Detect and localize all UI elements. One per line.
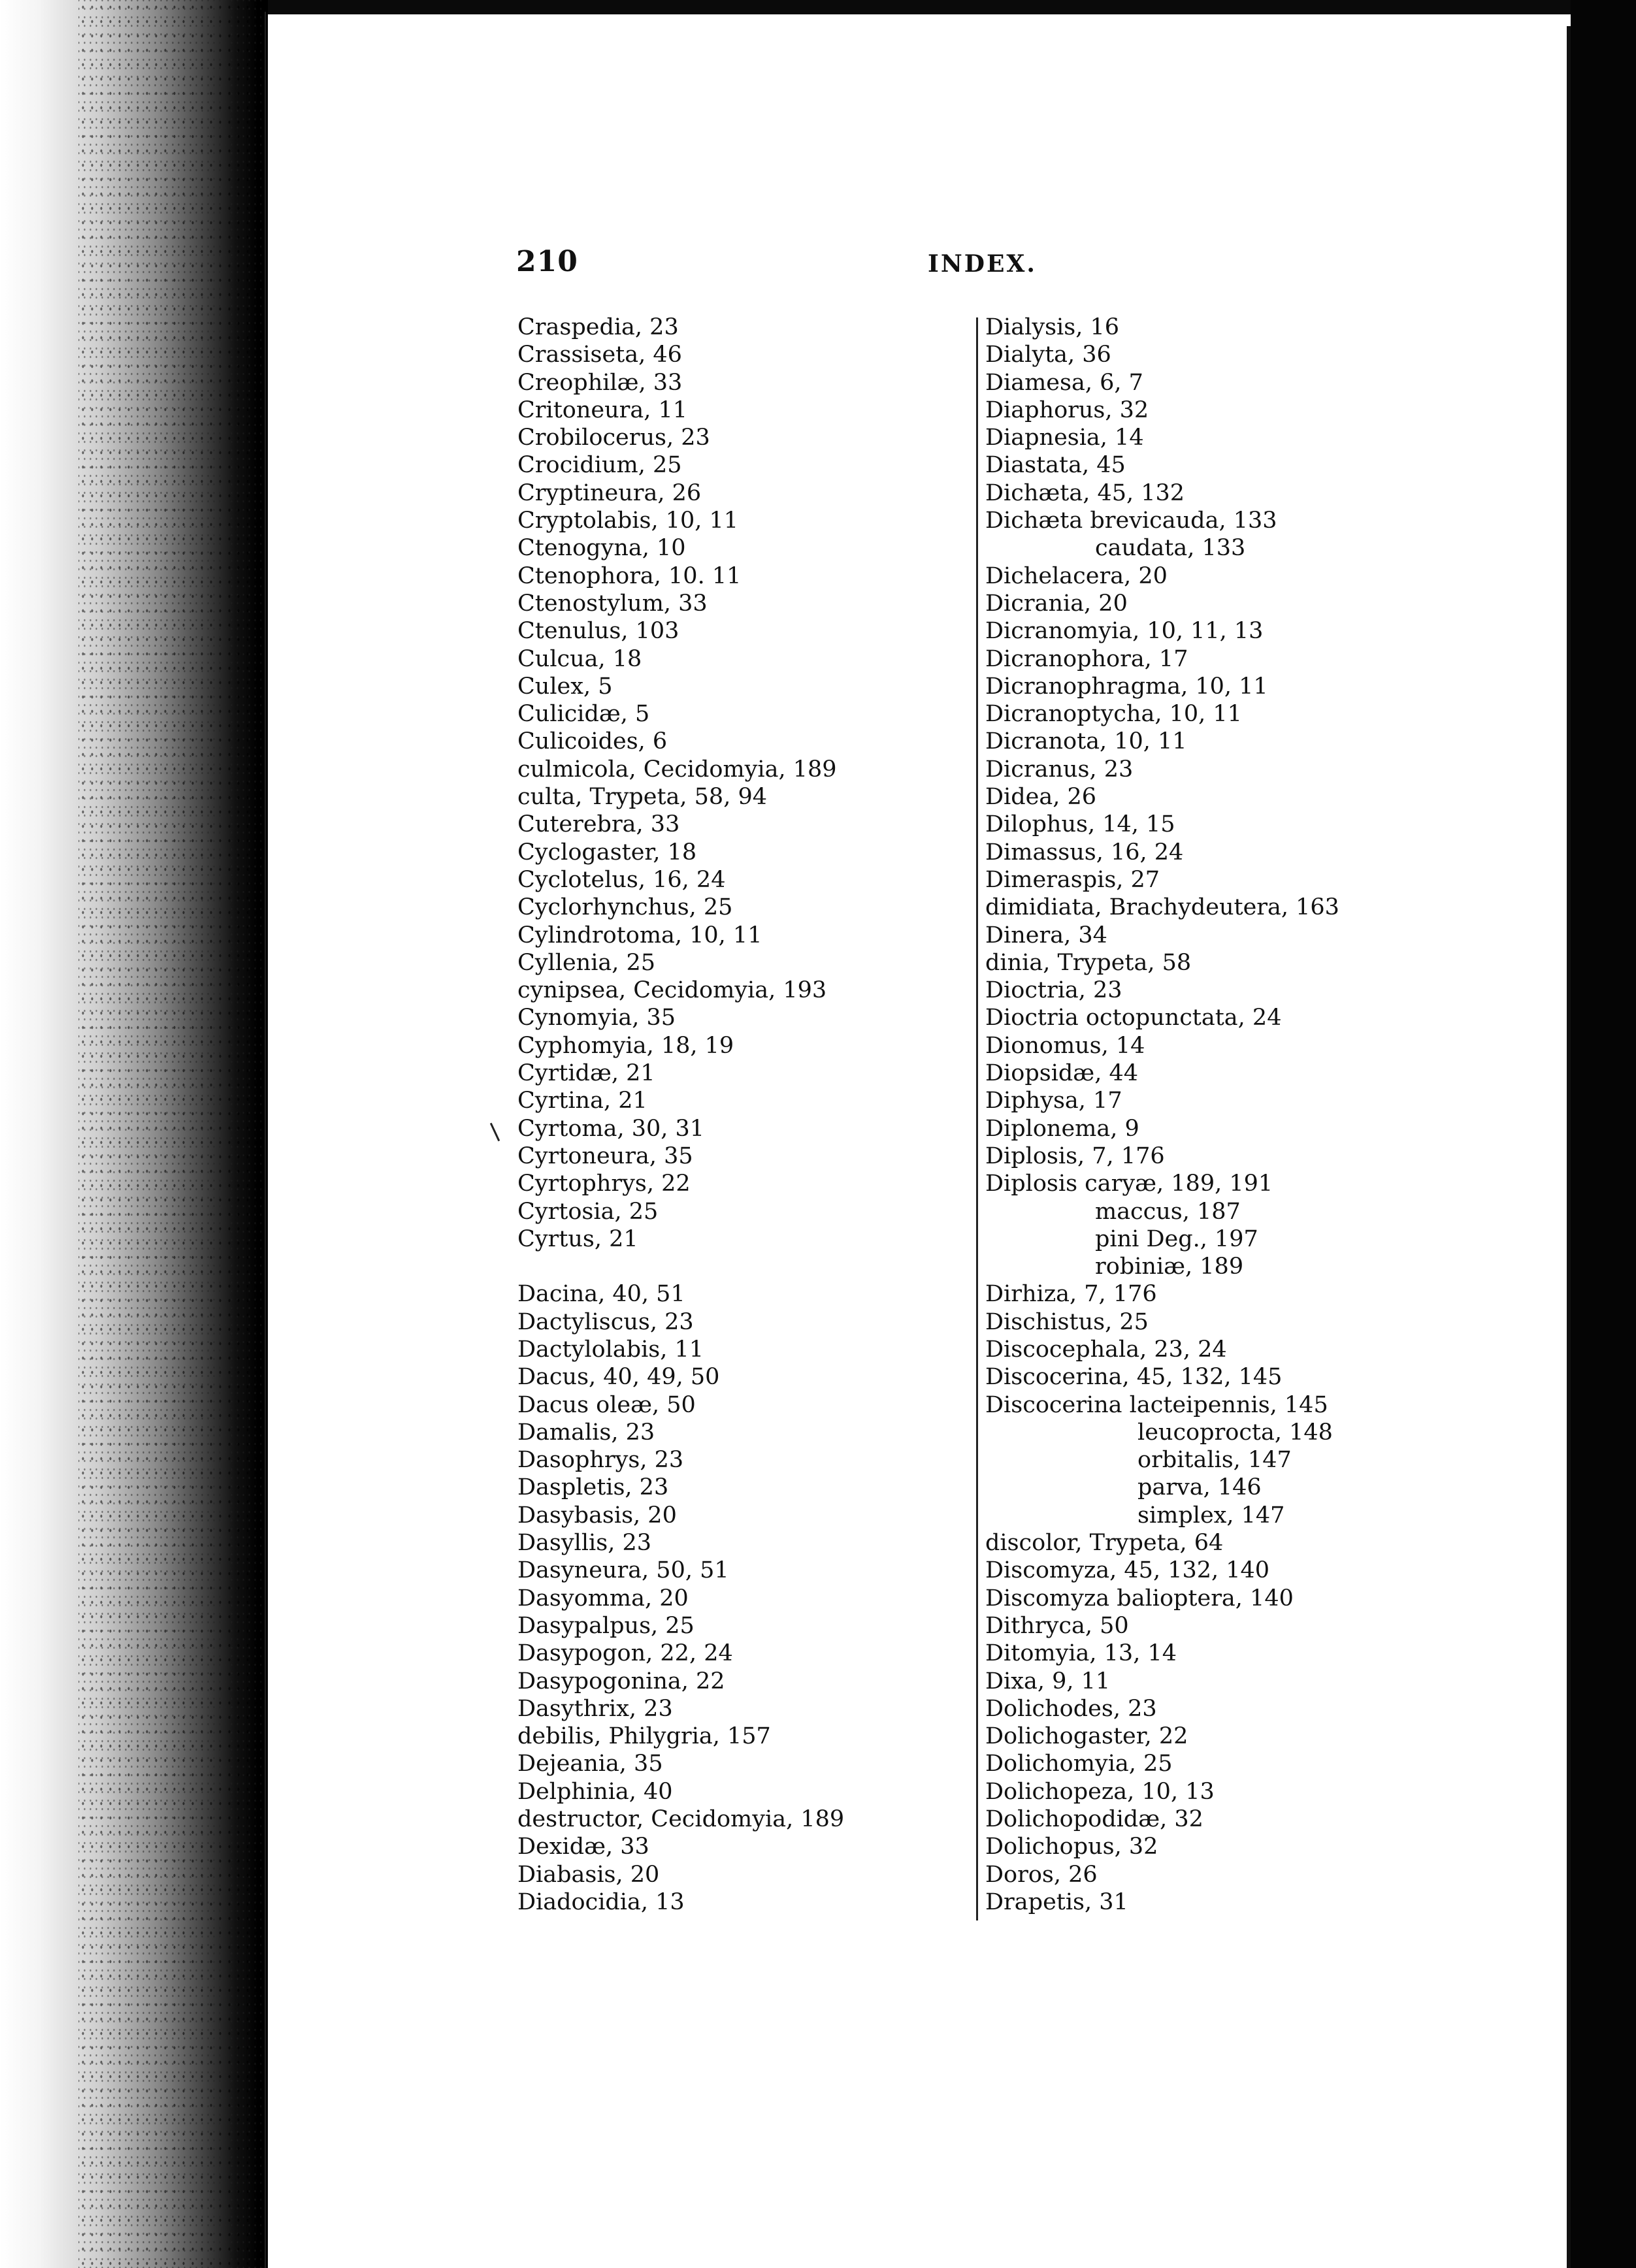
running-head: INDEX. [928, 250, 1037, 278]
index-entry: Ctenogyna, 10 [517, 535, 686, 562]
page-number: 210 [516, 245, 578, 278]
index-entry: Ditomyia, 13, 14 [985, 1640, 1177, 1667]
index-entry: Diphysa, 17 [985, 1088, 1122, 1114]
index-entry: Dolichogaster, 22 [985, 1723, 1188, 1750]
index-entry: Dacus, 40, 49, 50 [517, 1364, 720, 1391]
index-entry: Discocerina, 45, 132, 145 [985, 1364, 1283, 1391]
index-entry: Cynomyia, 35 [517, 1005, 676, 1031]
index-entry: Dasypogonina, 22 [517, 1668, 725, 1694]
index-entry: Cyrtina, 21 [517, 1088, 647, 1114]
spine-speckle-texture [78, 0, 261, 2268]
index-subentry: parva, 146 [1137, 1474, 1262, 1501]
index-entry: Cyclorhynchus, 25 [517, 894, 733, 921]
index-entry: Dicranomyia, 10, 11, 13 [985, 618, 1264, 645]
index-entry: Dialyta, 36 [985, 342, 1111, 368]
index-entry: Dasyomma, 20 [517, 1585, 689, 1612]
index-entry: Dasophrys, 23 [517, 1447, 684, 1474]
index-entry: Critoneura, 11 [517, 397, 688, 423]
index-entry: Dasybasis, 20 [517, 1502, 677, 1529]
index-column-left [517, 314, 844, 1916]
index-entry: Cyrtosia, 25 [517, 1198, 659, 1225]
index-entry: Culicidæ, 5 [517, 701, 650, 728]
page-left-edge [265, 12, 266, 2268]
index-entry: Dixa, 9, 11 [985, 1668, 1111, 1694]
index-entry: Cryptineura, 26 [517, 479, 702, 506]
index-entry: discolor, Trypeta, 64 [985, 1530, 1224, 1557]
index-entry: Culcua, 18 [517, 645, 642, 672]
index-subentry: leucoprocta, 148 [1137, 1419, 1333, 1446]
index-entry: Culex, 5 [517, 673, 613, 700]
index-entry: Dichæta brevicauda, 133 [985, 508, 1277, 534]
index-entry: Dasyllis, 23 [517, 1530, 651, 1557]
index-entry: Cyclotelus, 16, 24 [517, 866, 726, 893]
index-entry: cynipsea, Cecidomyia, 193 [517, 977, 827, 1004]
index-entry: Dolichopodidæ, 32 [985, 1806, 1203, 1833]
index-entry: Cuterebra, 33 [517, 811, 680, 838]
index-entry: Cylindrotoma, 10, 11 [517, 922, 762, 948]
index-entry: Dolichodes, 23 [985, 1695, 1157, 1722]
index-entry: Drapetis, 31 [985, 1888, 1128, 1915]
index-entry: Dicranophragma, 10, 11 [985, 673, 1268, 700]
index-entry: Craspedia, 23 [517, 314, 679, 340]
index-entry: Cyrtophrys, 22 [517, 1171, 691, 1197]
index-entry: Dexidæ, 33 [517, 1834, 649, 1860]
index-entry: Discocerina lacteipennis, 145 [985, 1391, 1328, 1418]
index-entry: Discocephala, 23, 24 [985, 1336, 1227, 1363]
index-entry: Dithryca, 50 [985, 1612, 1129, 1639]
index-entry: debilis, Philygria, 157 [517, 1723, 771, 1750]
index-entry: Cyrtoneura, 35 [517, 1142, 693, 1169]
index-entry: Dilophus, 14, 15 [985, 811, 1175, 838]
index-entry: Diamesa, 6, 7 [985, 369, 1143, 396]
index-entry: Dicranota, 10, 11 [985, 728, 1187, 755]
index-entry: Creophilæ, 33 [517, 369, 683, 396]
index-entry: Culicoides, 6 [517, 728, 668, 755]
index-entry: Dasypogon, 22, 24 [517, 1640, 733, 1667]
index-entry: culmicola, Cecidomyia, 189 [517, 756, 837, 783]
index-entry: Ctenophora, 10. 11 [517, 562, 742, 589]
index-entry: Dimassus, 16, 24 [985, 839, 1184, 866]
index-entry: Crocidium, 25 [517, 452, 682, 479]
index-entry: Cyclogaster, 18 [517, 839, 697, 866]
index-entry: Diplosis caryæ, 189, 191 [985, 1171, 1273, 1197]
index-entry: dinia, Trypeta, 58 [985, 949, 1192, 976]
index-entry: Doros, 26 [985, 1861, 1098, 1888]
index-entry: Dolichomyia, 25 [985, 1751, 1173, 1777]
index-subentry: simplex, 147 [1137, 1502, 1285, 1529]
index-gap [517, 1253, 844, 1280]
margin-mark [490, 1123, 500, 1141]
index-entry: Dicranophora, 17 [985, 645, 1188, 672]
index-entry: Dionomus, 14 [985, 1032, 1145, 1059]
index-entry: Dasyneura, 50, 51 [517, 1557, 729, 1584]
index-entry: Cyrtidæ, 21 [517, 1060, 655, 1087]
index-entry: Crassiseta, 46 [517, 342, 682, 368]
index-subentry: robiniæ, 189 [1095, 1254, 1244, 1280]
index-entry: Cyrtus, 21 [517, 1225, 638, 1252]
index-subentry: maccus, 187 [1095, 1198, 1241, 1225]
index-entry: Dialysis, 16 [985, 314, 1119, 340]
index-entry: Cyphomyia, 18, 19 [517, 1032, 734, 1059]
index-entry: Cryptolabis, 10, 11 [517, 508, 739, 534]
index-entry: Dinera, 34 [985, 922, 1107, 948]
index-entry: destructor, Cecidomyia, 189 [517, 1806, 845, 1833]
index-entry: Dioctria octopunctata, 24 [985, 1005, 1282, 1031]
index-entry: Dacina, 40, 51 [517, 1281, 685, 1308]
index-entry: Ctenulus, 103 [517, 618, 679, 645]
index-entry: Dimeraspis, 27 [985, 866, 1160, 893]
index-entry: Dolichopus, 32 [985, 1834, 1158, 1860]
index-entry: Dicrania, 20 [985, 590, 1128, 617]
index-entry: Discomyza, 45, 132, 140 [985, 1557, 1270, 1584]
index-entry: Diapnesia, 14 [985, 425, 1144, 451]
index-entry: Dactylolabis, 11 [517, 1336, 704, 1363]
index-entry: culta, Trypeta, 58, 94 [517, 784, 767, 811]
index-entry: Dasythrix, 23 [517, 1695, 673, 1722]
scan-right-border [1571, 0, 1636, 2268]
index-entry: Dolichopeza, 10, 13 [985, 1778, 1215, 1805]
index-entry: Diaphorus, 32 [985, 397, 1149, 423]
index-entry: Dejeania, 35 [517, 1751, 663, 1777]
index-entry: Crobilocerus, 23 [517, 425, 710, 451]
index-entry: Dicranoptycha, 10, 11 [985, 701, 1242, 728]
index-entry: Dichæta, 45, 132 [985, 479, 1185, 506]
index-entry: Dioctria, 23 [985, 977, 1122, 1004]
index-entry: dimidiata, Brachydeutera, 163 [985, 894, 1339, 921]
index-entry: Dirhiza, 7, 176 [985, 1281, 1157, 1308]
index-entry: Ctenostylum, 33 [517, 590, 708, 617]
index-subentry: pini Deg., 197 [1095, 1225, 1258, 1252]
index-column-right [985, 314, 1339, 1916]
index-entry: Daspletis, 23 [517, 1474, 669, 1501]
index-entry: Dicranus, 23 [985, 756, 1134, 783]
index-entry: Dactyliscus, 23 [517, 1308, 694, 1335]
index-entry: Diabasis, 20 [517, 1861, 660, 1888]
index-entry: Diplonema, 9 [985, 1115, 1139, 1142]
index-entry: Diplosis, 7, 176 [985, 1142, 1165, 1169]
index-subentry: orbitalis, 147 [1137, 1447, 1292, 1474]
index-entry: Cyrtoma, 30, 31 [517, 1115, 705, 1142]
page-header [516, 245, 1037, 284]
index-entry: Damalis, 23 [517, 1419, 655, 1446]
index-entry: Diopsidæ, 44 [985, 1060, 1138, 1087]
index-entry: Didea, 26 [985, 784, 1097, 811]
index-entry: Delphinia, 40 [517, 1778, 673, 1805]
column-divider [976, 317, 978, 1920]
index-entry: Cyllenia, 25 [517, 949, 656, 976]
index-entry: Dischistus, 25 [985, 1308, 1149, 1335]
index-entry: Diadocidia, 13 [517, 1888, 685, 1915]
index-entry: Discomyza balioptera, 140 [985, 1585, 1294, 1612]
index-entry: Diastata, 45 [985, 452, 1126, 479]
index-entry: Dasypalpus, 25 [517, 1612, 695, 1639]
index-entry: Dacus oleæ, 50 [517, 1391, 696, 1418]
index-subentry: caudata, 133 [1095, 535, 1246, 562]
index-entry: Dichelacera, 20 [985, 562, 1168, 589]
